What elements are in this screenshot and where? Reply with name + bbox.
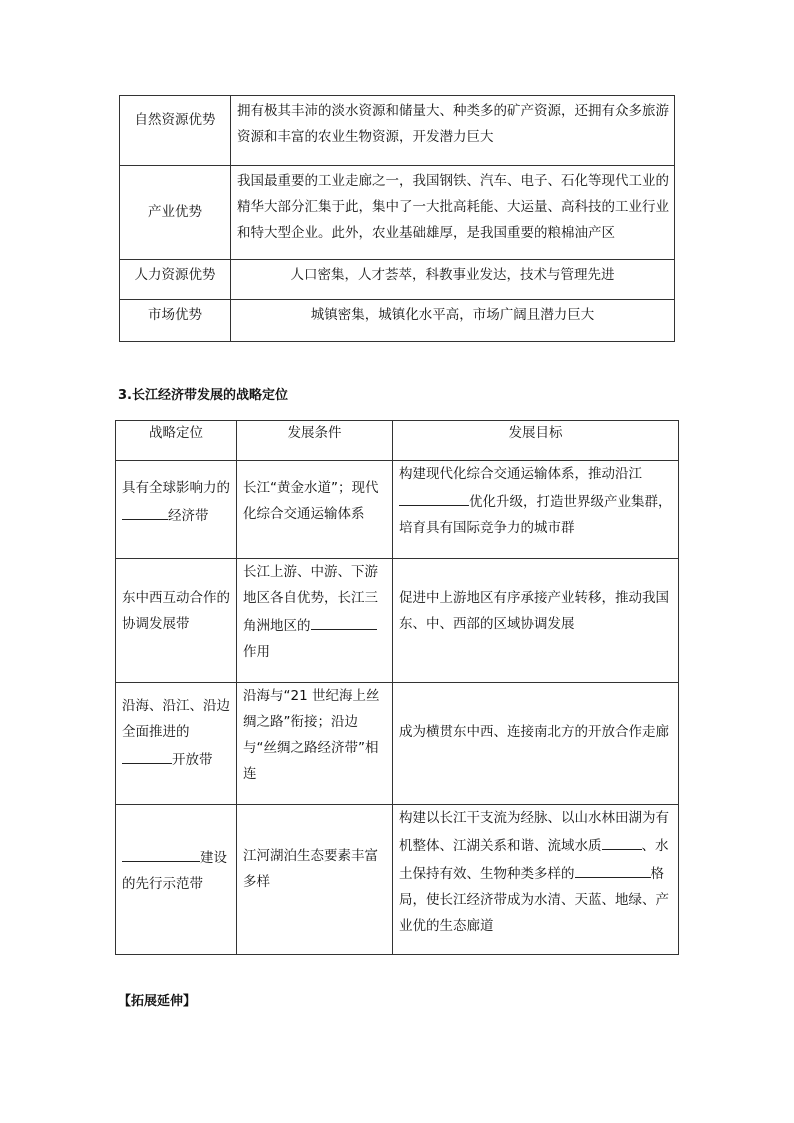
position-cell: 沿海、沿江、沿边全面推进的开放带	[116, 683, 237, 805]
header-goals: 发展目标	[393, 421, 679, 461]
row-label: 产业优势	[120, 166, 231, 260]
table-row	[116, 805, 679, 955]
table-row	[120, 260, 675, 300]
advantages-table	[119, 95, 675, 342]
fill-blank	[122, 745, 172, 764]
section-heading: 3.长江经济带发展的战略定位	[118, 388, 288, 403]
table-header-row	[116, 421, 679, 461]
fill-blank	[602, 831, 642, 850]
strategy-table	[115, 420, 679, 955]
row-label: 市场优势	[120, 300, 231, 342]
condition-cell: 长江“黄金水道”；现代化综合交通运输体系	[237, 461, 393, 559]
row-text: 拥有极其丰沛的淡水资源和储量大、种类多的矿产资源，还拥有众多旅游资源和丰富的农业生物资源，开发潜力巨大	[231, 96, 675, 166]
table-row	[116, 559, 679, 683]
goal-cell: 构建现代化综合交通运输体系，推动沿江优化升级，打造世界级产业集群，培育具有国际竞争力的城市群	[393, 461, 679, 559]
row-label: 人力资源优势	[120, 260, 231, 300]
position-cell: 具有全球影响力的经济带	[116, 461, 237, 559]
position-cell: 建设的先行示范带	[116, 805, 237, 955]
table-row	[120, 96, 675, 166]
fill-blank	[122, 843, 200, 862]
header-position: 战略定位	[116, 421, 237, 461]
condition-cell: 江河湖泊生态要素丰富多样	[237, 805, 393, 955]
table-row	[120, 300, 675, 342]
position-cell: 东中西互动合作的协调发展带	[116, 559, 237, 683]
condition-cell: 沿海与“21 世纪海上丝绸之路”衔接；沿边与“丝绸之路经济带”相连	[237, 683, 393, 805]
header-conditions: 发展条件	[237, 421, 393, 461]
table-row	[116, 683, 679, 805]
goal-cell: 构建以长江干支流为经脉、以山水林田湖为有机整体、江湖关系和谐、流域水质 、水土保持有效、生物种类多样的 格局，使长江经济带成为水清、天蓝、地绿、产业优的生态廊道	[393, 805, 679, 955]
row-text: 我国最重要的工业走廊之一，我国钢铁、汽车、电子、石化等现代工业的精华大部分汇集于此，集中了一大批高耗能、大运量、高科技的工业行业和特大型企业。此外，农业基础雄厚，是我国重要的粮棉油产区	[231, 166, 675, 260]
row-label: 自然资源优势	[120, 96, 231, 166]
condition-cell: 长江上游、中游、下游地区各自优势，长江三角洲地区的作用	[237, 559, 393, 683]
table-row	[116, 461, 679, 559]
extension-heading: 【拓展延伸】	[118, 994, 197, 1009]
goal-cell: 成为横贯东中西、连接南北方的开放合作走廊	[393, 683, 679, 805]
fill-blank	[399, 487, 469, 506]
goal-cell: 促进中上游地区有序承接产业转移，推动我国东、中、西部的区域协调发展	[393, 559, 679, 683]
fill-blank	[122, 501, 168, 520]
table-row	[120, 166, 675, 260]
fill-blank	[311, 611, 377, 630]
row-text: 城镇密集，城镇化水平高，市场广阔且潜力巨大	[231, 300, 675, 342]
row-text: 人口密集，人才荟萃，科教事业发达，技术与管理先进	[231, 260, 675, 300]
fill-blank	[575, 859, 651, 878]
